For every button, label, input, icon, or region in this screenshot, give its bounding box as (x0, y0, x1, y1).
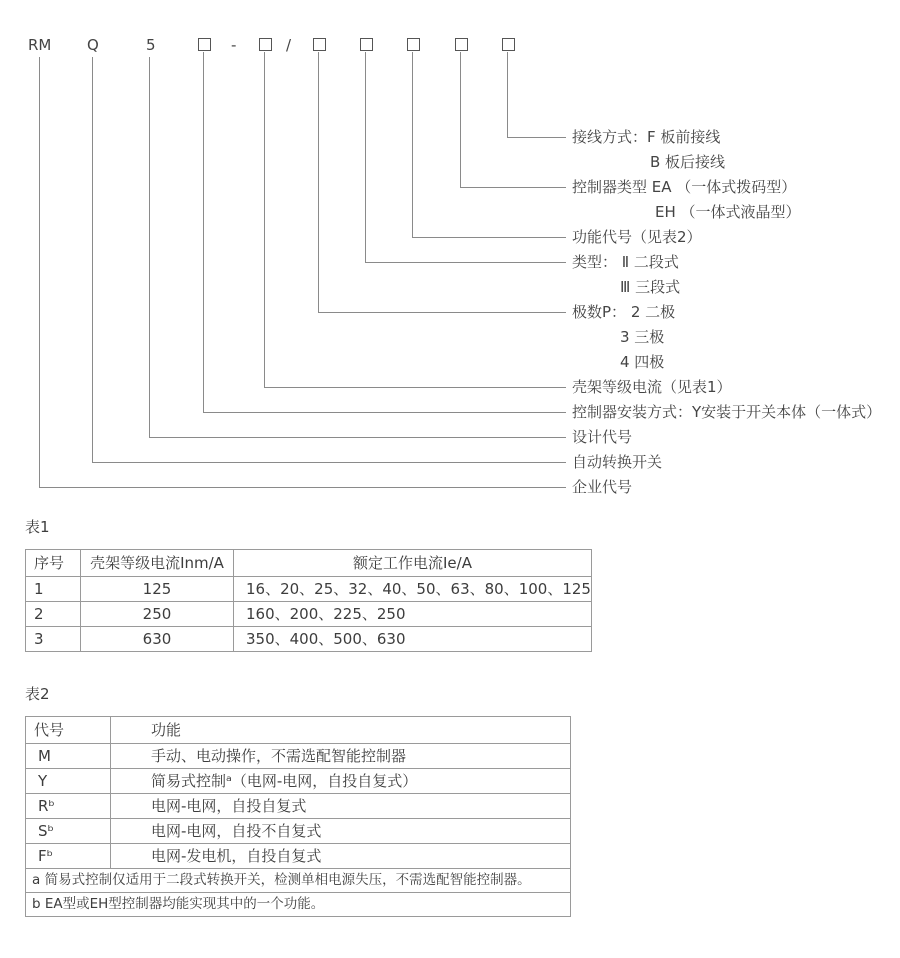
diagram-label-function-code: 功能代号（见表2） (572, 228, 702, 246)
diagram-label-design-code: 设计代号 (572, 428, 633, 446)
diagram-label-controller-ea: 控制器类型 EA （一体式拨码型） (572, 178, 797, 196)
model-segment-rm: RM (28, 36, 52, 54)
code-placeholder-box (259, 38, 272, 51)
table2 (25, 716, 571, 917)
cell-function: 简易式控制ᵃ（电网-电网，自投自复式） (111, 769, 571, 794)
cell-code: Sᵇ (26, 819, 111, 844)
table-row (26, 819, 571, 844)
table-note-row (26, 893, 571, 917)
cell-current: 350、400、500、630 (234, 627, 592, 652)
cell-function: 手动、电动操作，不需选配智能控制器 (111, 744, 571, 769)
table-row (26, 794, 571, 819)
cell-frame: 630 (81, 627, 234, 652)
model-segment-dash: - (231, 36, 237, 54)
diagram-label-wiring: 接线方式：F 板前接线 (572, 128, 721, 146)
table1 (25, 549, 592, 652)
table2-header-row (26, 717, 571, 744)
model-segment-q: Q (87, 36, 99, 54)
column-header: 功能 (111, 717, 571, 744)
diagram-label-ats: 自动转换开关 (572, 453, 663, 471)
cell-code: Rᵇ (26, 794, 111, 819)
cell-seq: 1 (26, 577, 81, 602)
column-header: 序号 (26, 550, 81, 577)
diagram-label-mounting: 控制器安装方式：Y安装于开关本体（一体式） (572, 403, 882, 421)
cell-function: 电网-电网，自投不自复式 (111, 819, 571, 844)
diagram-label-poles-2: 极数P： 2 二极 (572, 303, 676, 321)
cell-frame: 125 (81, 577, 234, 602)
diagram-label-poles-3: 3 三极 (620, 328, 665, 346)
table-row (26, 744, 571, 769)
cell-code: Fᵇ (26, 844, 111, 869)
model-segment-5: 5 (146, 36, 156, 54)
table-note-row (26, 869, 571, 893)
footnote-a: a 简易式控制仅适用于二段式转换开关，检测单相电源失压，不需选配智能控制器。 (26, 869, 571, 893)
cell-current: 160、200、225、250 (234, 602, 592, 627)
cell-code: Y (26, 769, 111, 794)
code-placeholder-box (198, 38, 211, 51)
table1-header-row (26, 550, 592, 577)
table-row (26, 627, 592, 652)
cell-current: 16、20、25、32、40、50、63、80、100、125 (234, 577, 592, 602)
table1-caption: 表1 (25, 518, 50, 536)
code-placeholder-box (360, 38, 373, 51)
code-placeholder-box (313, 38, 326, 51)
code-placeholder-box (502, 38, 515, 51)
diagram-label-type-3: Ⅲ 三段式 (620, 278, 681, 296)
table-row (26, 577, 592, 602)
code-placeholder-box (407, 38, 420, 51)
column-header: 壳架等级电流Inm/A (81, 550, 234, 577)
table-row (26, 769, 571, 794)
diagram-label-frame-current: 壳架等级电流（见表1） (572, 378, 732, 396)
cell-function: 电网-电网，自投自复式 (111, 794, 571, 819)
table-row (26, 844, 571, 869)
connector-line (507, 52, 566, 138)
cell-code: M (26, 744, 111, 769)
column-header: 额定工作电流Ie/A (234, 550, 592, 577)
table2-caption: 表2 (25, 685, 50, 703)
diagram-label-wiring-b: B 板后接线 (650, 153, 726, 171)
diagram-label-controller-eh: EH （一体式液晶型） (655, 203, 801, 221)
diagram-label-company-code: 企业代号 (572, 478, 633, 496)
footnote-b: b EA型或EH型控制器均能实现其中的一个功能。 (26, 893, 571, 917)
column-header: 代号 (26, 717, 111, 744)
code-placeholder-box (455, 38, 468, 51)
diagram-label-poles-4: 4 四极 (620, 353, 665, 371)
cell-seq: 3 (26, 627, 81, 652)
model-segment-slash: / (286, 36, 292, 54)
cell-function: 电网-发电机，自投自复式 (111, 844, 571, 869)
diagram-label-type-2: 类型： Ⅱ 二段式 (572, 253, 679, 271)
cell-seq: 2 (26, 602, 81, 627)
table-row (26, 602, 592, 627)
cell-frame: 250 (81, 602, 234, 627)
